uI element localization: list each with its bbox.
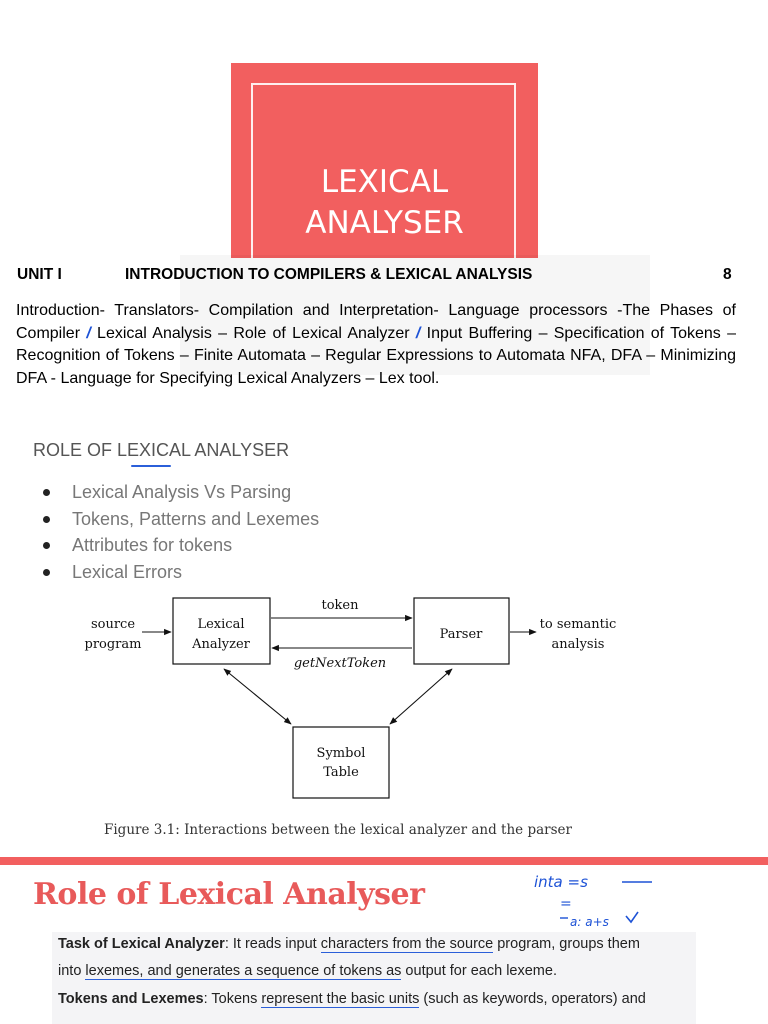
underlined-text: lexemes, and generates a sequence of tokens as bbox=[85, 963, 402, 979]
syllabus-line: – Recognition of Tokens – Finite Automata – Regular Expressions to Automata NFA, DFA – bbox=[16, 324, 736, 364]
lexer-symbol-arrow bbox=[224, 669, 291, 724]
section-divider bbox=[0, 857, 768, 865]
symbol-table-box bbox=[293, 727, 389, 798]
text-span: program, groups them bbox=[493, 936, 640, 952]
symbol-label-1: Symbol bbox=[316, 746, 366, 761]
unit-hours: 8 bbox=[723, 266, 732, 283]
unit-label: UNIT I bbox=[17, 266, 62, 283]
text-span: (such as keywords, operators) and bbox=[419, 991, 646, 1007]
list-item: Attributes for tokens bbox=[40, 532, 319, 559]
syllabus-line: Input Buffering – Specification of Tokens bbox=[420, 324, 721, 342]
tokens-label: Tokens and Lexemes bbox=[58, 991, 204, 1007]
bullet-list bbox=[40, 479, 319, 585]
list-item: Lexical Errors bbox=[40, 559, 319, 586]
section-heading: ROLE OF LEXICAL ANALYSER bbox=[33, 440, 290, 460]
text-span: into bbox=[58, 963, 86, 979]
unit-title: INTRODUCTION TO COMPILERS & LEXICAL ANALYSIS bbox=[125, 266, 533, 283]
syllabus-line: Lexical Analysis – Role of Lexical Analyzer bbox=[90, 324, 416, 342]
pen-underline bbox=[131, 465, 171, 467]
tokens-paragraph bbox=[58, 991, 698, 1007]
source-label-2: program bbox=[84, 637, 142, 652]
handwritten-line-3: a: a+s bbox=[570, 915, 609, 929]
handwritten-line-1: inta =s bbox=[534, 873, 588, 891]
text-span: : It reads input bbox=[224, 936, 321, 952]
list-item: Lexical Analysis Vs Parsing bbox=[40, 479, 319, 506]
task-paragraph bbox=[58, 936, 698, 952]
title-line-2: ANALYSER bbox=[305, 205, 464, 241]
checkmark-icon bbox=[626, 912, 638, 922]
underlined-text: characters from the source bbox=[320, 936, 494, 952]
symbol-label-2: Table bbox=[323, 765, 359, 780]
underlined-text: represent the basic units bbox=[261, 991, 420, 1007]
get-next-token-label: getNextToken bbox=[293, 656, 387, 671]
semantic-label-2: analysis bbox=[551, 637, 605, 652]
parser-label: Parser bbox=[439, 627, 483, 642]
pen-mark: / bbox=[86, 324, 91, 342]
handwritten-line-2: = bbox=[560, 896, 572, 912]
text-span: output for each lexeme. bbox=[401, 963, 557, 979]
semantic-label-1: to semantic bbox=[539, 617, 617, 632]
page-title bbox=[231, 162, 538, 244]
parser-symbol-arrow bbox=[390, 669, 452, 724]
text-span: : Tokens bbox=[203, 991, 262, 1007]
syllabus-line: Introduction- Translators- Compilation and Interpretation- Language processors -The Phases of bbox=[16, 302, 736, 319]
syllabus-line: Minimizing DFA - Language for Specifying Lexical Analyzers – Lex tool. bbox=[16, 347, 736, 387]
token-label: token bbox=[321, 598, 359, 613]
lexer-label-2: Analyzer bbox=[192, 637, 250, 652]
syllabus-text bbox=[16, 300, 736, 390]
source-label-1: source bbox=[90, 617, 136, 632]
lexer-parser-diagram bbox=[84, 590, 624, 812]
syllabus-line: Compiler bbox=[16, 324, 87, 342]
task-label: Task of Lexical Analyzer bbox=[58, 936, 225, 952]
lexer-label-1: Lexical bbox=[197, 617, 245, 632]
handwritten-note bbox=[530, 868, 670, 930]
list-item: Tokens, Patterns and Lexemes bbox=[40, 506, 319, 533]
title-line-1: LEXICAL bbox=[320, 164, 449, 200]
task-paragraph-cont bbox=[58, 963, 698, 979]
figure-caption: Figure 3.1: Interactions between the lexical analyzer and the parser bbox=[104, 822, 572, 838]
section-title: Role of Lexical Analyser bbox=[33, 877, 425, 912]
pen-mark: / bbox=[415, 324, 421, 342]
